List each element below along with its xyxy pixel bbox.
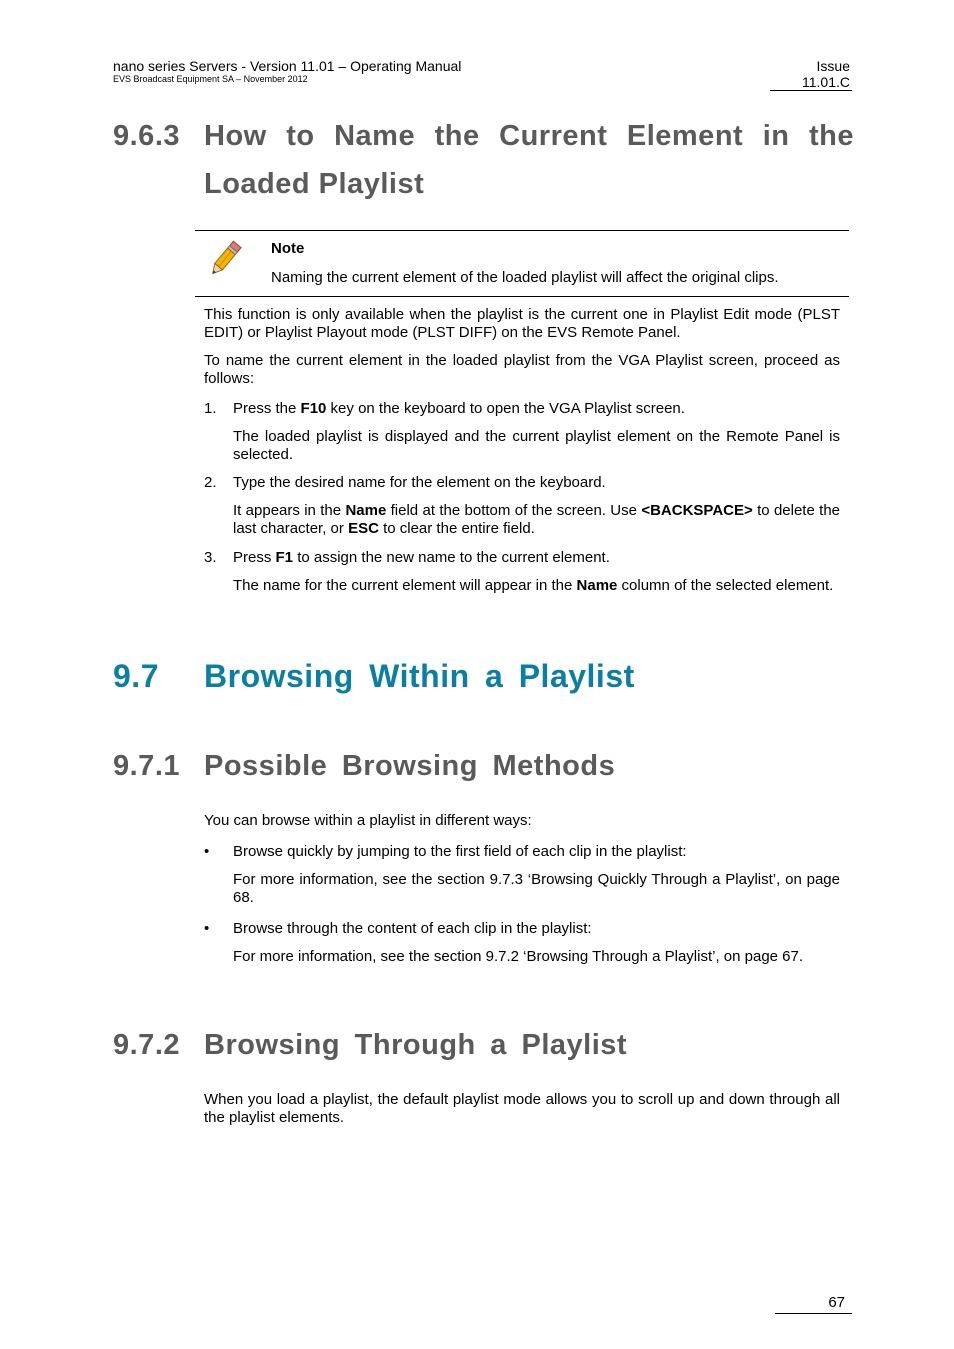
issue-label: Issue [816,58,850,74]
note-label: Note [271,240,305,257]
bullet-2-text: Browse through the content of each clip in the playlist: [233,920,592,937]
bullet-1-text: Browse quickly by jumping to the first field of each clip in the playlist: [233,843,687,860]
section-heading-97 [113,658,853,698]
section-971-intro: You can browse within a playlist in different ways: [204,812,532,829]
step-2-text: Type the desired name for the element on the keyboard. [233,474,606,491]
section-title-line2: Loaded Playlist [204,168,425,200]
section-title: Browsing Through a Playlist [204,1029,628,1061]
section-number: 9.6.3 [113,120,180,152]
step-number: 3. [204,549,217,566]
note-bottom-rule [195,296,849,297]
bullet-marker: • [204,920,210,937]
issue-number: 11.01.C [802,74,850,90]
section-title-line1: How to Name the Current Element in the [204,120,854,152]
header-divider [770,90,852,91]
bullet-marker: • [204,843,210,860]
section-number: 9.7 [113,658,159,694]
step-1-text: Press the F10 key on the keyboard to open the VGA Playlist screen. [233,400,685,417]
step-3-detail: The name for the current element will appear in the Name column of the selected element. [233,577,834,594]
step-3-text: Press F1 to assign the new name to the current element. [233,549,610,566]
section-number: 9.7.2 [113,1029,180,1061]
step-2-detail: It appears in the Name field at the bottom of the screen. Use <BACKSPACE> to delete the last character, or ESC to clear the entire field. [233,502,840,537]
note-top-rule [195,230,849,231]
step-1-detail: The loaded playlist is displayed and the current playlist element on the Remote Panel is selected. [233,428,840,463]
page-number: 67 [828,1294,845,1311]
section-title: Possible Browsing Methods [204,750,616,782]
section-title: Browsing Within a Playlist [204,658,635,694]
section-972-text: When you load a playlist, the default playlist mode allows you to scroll up and down through all the playlist elements. [204,1091,840,1126]
pencil-icon [204,238,246,280]
bullet-1-detail: For more information, see the section 9.7.3 ‘Browsing Quickly Through a Playlist’, on page 68. [233,871,840,906]
section-heading-972 [113,1029,853,1065]
footer-divider [775,1313,852,1314]
bullet-2-detail: For more information, see the section 9.7.2 ‘Browsing Through a Playlist’, on page 67. [233,948,804,965]
document-title: nano series Servers - Version 11.01 – Operating Manual [113,58,462,74]
section-heading-963 [113,120,853,156]
note-text: Naming the current element of the loaded playlist will affect the original clips. [271,269,779,286]
section-heading-971 [113,750,853,786]
document-subtitle: EVS Broadcast Equipment SA – November 2012 [113,74,308,84]
intro-paragraph-2: To name the current element in the loaded playlist from the VGA Playlist screen, proceed as follows: [204,352,840,387]
step-number: 2. [204,474,217,491]
section-number: 9.7.1 [113,750,180,782]
intro-paragraph-1: This function is only available when the playlist is the current one in Playlist Edit mode (PLST EDIT) or Playlist Playout mode (PLST DIFF) on the EVS Remote Panel. [204,306,840,341]
step-number: 1. [204,400,217,417]
